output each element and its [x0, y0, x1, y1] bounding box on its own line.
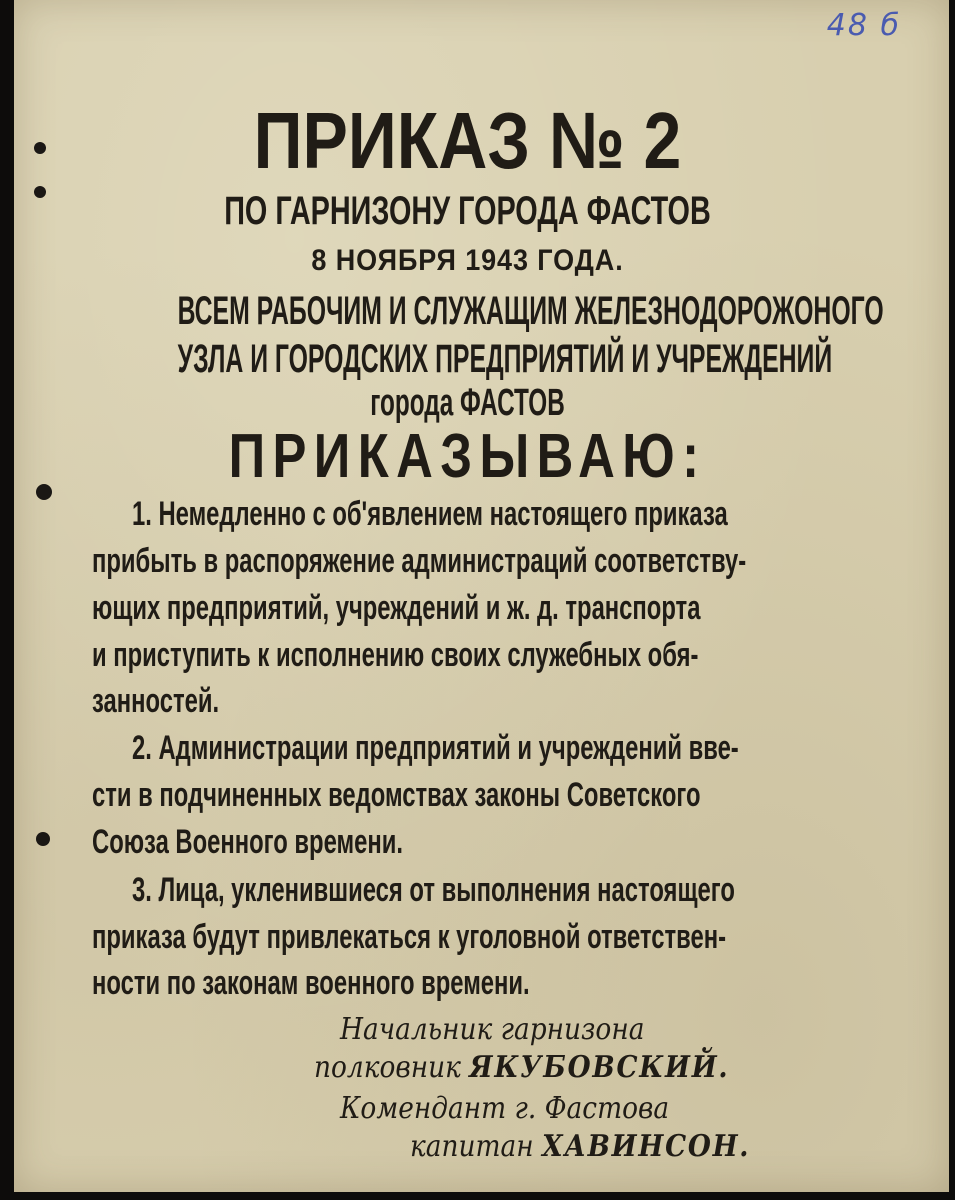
signature-commandant	[410, 1129, 750, 1165]
signature-name: ЯКУБОВСКИЙ.	[469, 1050, 730, 1085]
document-sheet	[14, 0, 949, 1192]
pin-hole-mark	[34, 186, 46, 198]
document-subtitle: ПО ГАРНИЗОНУ ГОРОДА ФАСТОВ	[224, 189, 711, 233]
signature-rank: полковник	[314, 1050, 461, 1085]
document-title: ПРИКАЗ № 2	[253, 96, 682, 185]
signature-name: ХАВИНСОН.	[542, 1129, 751, 1164]
paragraph-1-line: 1. Немедленно с об'явлением настоящего приказа	[132, 495, 728, 533]
paragraph-1-line: прибыть в распоряжение администраций соответству-	[92, 542, 747, 580]
paragraph-2-line: Союза Военного времени.	[92, 823, 403, 861]
paragraph-3-line: 3. Лица, укленившиеся от выполнения настоящего	[132, 871, 735, 909]
paragraph-2-line: сти в подчиненных ведомствах законы Советского	[92, 776, 701, 814]
order-heading: ПРИКАЗЫВАЮ:	[228, 422, 707, 491]
paragraph-2-line: 2. Администрации предприятий и учреждений вве-	[132, 729, 739, 767]
address-line: города ФАСТОВ	[370, 382, 565, 424]
signature-garrison-chief	[314, 1050, 729, 1086]
signature-title-garrison: Начальник гарнизона	[340, 1012, 645, 1047]
signature-rank: капитан	[410, 1129, 534, 1164]
archive-number: 48 б	[826, 8, 901, 43]
paragraph-1-line: занностей.	[92, 682, 220, 720]
paragraph-3-line: приказа будут привлекаться к уголовной ответствен-	[92, 918, 727, 956]
pin-hole-mark	[34, 142, 46, 154]
address-line: УЗЛА И ГОРОДСКИХ ПРЕДПРИЯТИЙ И УЧРЕЖДЕНИЙ	[177, 337, 833, 381]
pin-hole-mark	[36, 832, 50, 846]
address-line: ВСЕМ РАБОЧИМ И СЛУЖАЩИМ ЖЕЛЕЗНОДОРОЖОНОГО	[177, 289, 884, 333]
paragraph-1-line: и приступить к исполнению своих служебных обя-	[92, 636, 699, 674]
pin-hole-mark	[36, 484, 52, 500]
paragraph-1-line: ющих предприятий, учреждений и ж. д. транспорта	[92, 589, 701, 627]
paragraph-3-line: ности по законам военного времени.	[92, 964, 530, 1002]
signature-title-commandant: Комендант г. Фастова	[340, 1091, 670, 1126]
document-date: 8 НОЯБРЯ 1943 ГОДА.	[311, 244, 624, 277]
